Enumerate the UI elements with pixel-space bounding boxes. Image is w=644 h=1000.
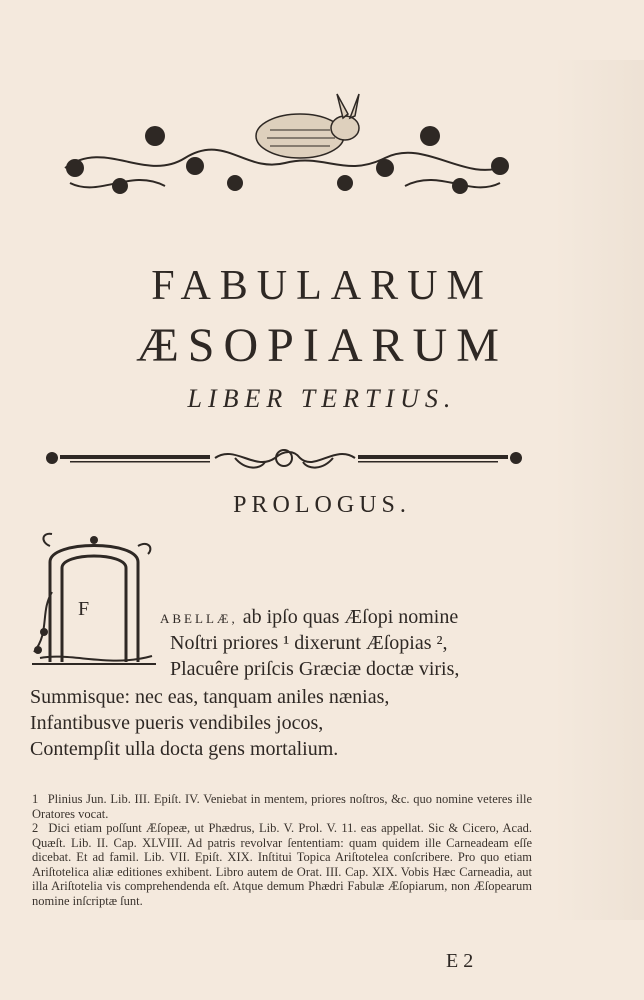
verse-line-1 bbox=[160, 606, 458, 629]
verse-line-3: Placuêre priſcis Græciæ doctæ viris, bbox=[170, 658, 460, 680]
footnote-number: 2 bbox=[32, 821, 39, 835]
footnote bbox=[32, 792, 532, 821]
title-line-3: LIBER TERTIUS. bbox=[187, 384, 457, 413]
verse-line-4: Summisque: nec eas, tanquam aniles nænias, bbox=[30, 686, 390, 708]
rabbit-headpiece-ornament bbox=[45, 88, 525, 213]
decorated-initial-frame bbox=[30, 532, 158, 670]
title-line-1: FABULARUM bbox=[151, 263, 493, 309]
verse-line-5: Infantibusve pueris vendibiles jocos, bbox=[30, 712, 324, 734]
footnote-text: Plinius Jun. Lib. III. Epiſt. IV. Veniebat in mentem, priores noſtros, &c. quo nomine veteres ille Oratores vocat. bbox=[32, 792, 532, 821]
footnote bbox=[32, 821, 532, 908]
initial-letter: F bbox=[78, 598, 90, 620]
verse-line-6: Contempſit ulla docta gens mortalium. bbox=[30, 738, 339, 760]
verse-line-2: Noſtri priores ¹ dixerunt Æſopias ², bbox=[170, 632, 448, 654]
ornamental-rule bbox=[40, 440, 528, 480]
section-heading: PROLOGUS. bbox=[233, 492, 411, 518]
footnote-text: Dici etiam poſſunt Æſopeæ, ut Phædrus, Lib. V. Prol. V. 11. eas appellat. Sic & Cicero, Acad. Quæſt. Lib. II. Cap. XLVIII. Ad patris revolvar ſententiam: quam quidem ille Carneadeam eſſe dicebat. Et ad famil. Lib. VII. Epiſt. XIX. Inſtitui Topica Ariſtotelea conſcribere. Pro quo etiam Ariſtotelica aliæ editiones exhibent. Libro autem de Orat. III. Cap. XIX. Vobis Hæc Carneadia, aut illa Ariſtotelia vis comprehendenda eſt. Atque demum Phædri Fabulæ Æſopiarum, non Æſopearum nomine inſcriptæ ſunt. bbox=[32, 821, 532, 908]
page-shadow bbox=[554, 60, 644, 920]
verse-line-1-smallcaps: ABELLÆ, bbox=[160, 611, 238, 626]
verse-line-1-rest: ab ipſo quas Æſopi nomine bbox=[237, 606, 459, 628]
title-line-2: ÆSOPIARUM bbox=[136, 319, 508, 372]
footnotes bbox=[32, 792, 532, 908]
footnote-number: 1 bbox=[32, 792, 39, 806]
signature-mark: E 2 bbox=[446, 950, 474, 972]
